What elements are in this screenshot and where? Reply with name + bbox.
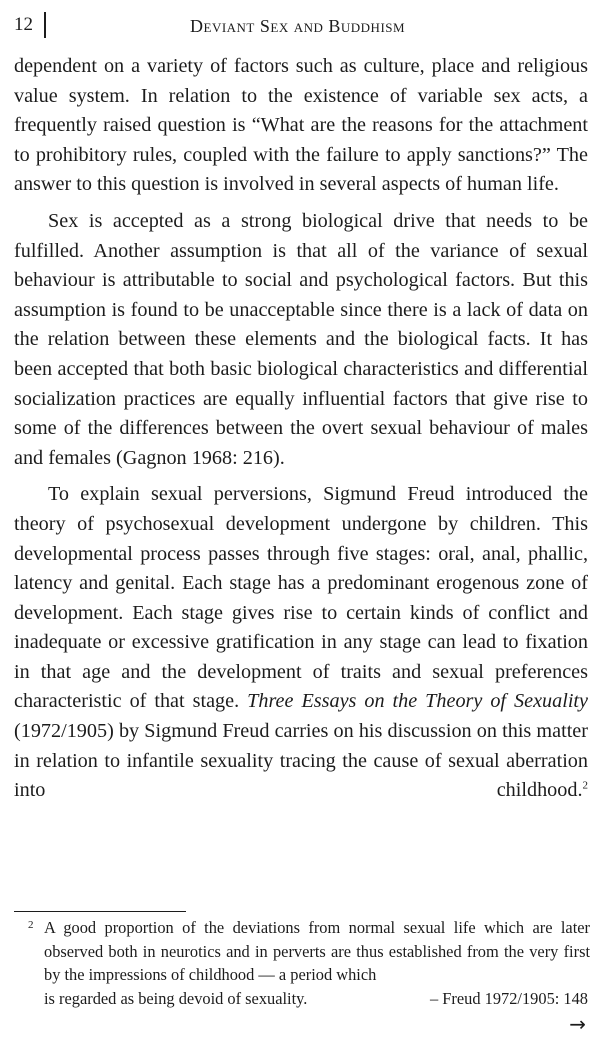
cited-book-title: Three Essays on the Theory of Sexuality	[247, 690, 588, 713]
paragraph-3	[14, 480, 588, 806]
footnote	[28, 916, 590, 1010]
body-text	[14, 52, 588, 806]
paragraph-1: dependent on a variety of factors such as culture, place and religious value system. In relation to the existence of variable sex acts, a frequently raised question is “What are the reasons for the attachment to prohibitory rules, coupled with the failure to apply sanctions?” The answer to this question is involved in several aspects of human life.	[14, 55, 588, 196]
header-divider	[44, 12, 46, 38]
footnote-reference[interactable]: 2	[582, 779, 588, 792]
paragraph-3-text-start: To explain sexual perversions, Sigmund Freud introduced the theory of psychosexual development undergone by children. This developmental process passes through five stages: oral, anal, phallic, latency and genital. Each stage has a predominant erogenous zone of development. Each stage gives rise to certain kinds of conflict and inadequate or excessive gratification in any stage can lead to fixation in that age and the development of traits and sexual preferences characteristic of that stage.	[14, 483, 588, 713]
footnote-last-line	[44, 987, 590, 1011]
footnote-citation: – Freud 1972/1905: 148	[430, 988, 588, 1008]
footnote-marker: 2	[28, 919, 34, 931]
footnote-text-end: is regarded as being devoid of sexuality.	[44, 988, 308, 1008]
book-title: Deviant Sex and Buddhism	[190, 16, 406, 36]
running-head	[10, 12, 590, 40]
paragraph-3-text-end: (1972/1905) by Sigmund Freud carries on his discussion on this matter in relation to infantile sexuality tracing the cause of sexual aberration into childhood.	[14, 720, 588, 802]
paragraph-2: Sex is accepted as a strong biological drive that needs to be fulfilled. Another assumption is that all of the variance of sexual behaviour is attributable to social and psychological factors. But this assumption is found to be unacceptable since there is a lack of data on the relation between these elements and the biological facts. It has been accepted that both basic biological characteristics and differential socialization practices are equally influential factors that give rise to some of the differences between the overt sexual behaviour of males and females (Gagnon 1968: 216).	[14, 209, 588, 469]
footnote-text: A good proportion of the deviations from normal sexual life which are later observed both in neurotics and in perverts are thus established from the very first by the impressions of childhood — a period which	[44, 918, 590, 984]
page-number: 12	[14, 14, 33, 35]
footnote-divider	[14, 911, 186, 912]
continue-arrow-icon: →	[569, 1012, 586, 1036]
